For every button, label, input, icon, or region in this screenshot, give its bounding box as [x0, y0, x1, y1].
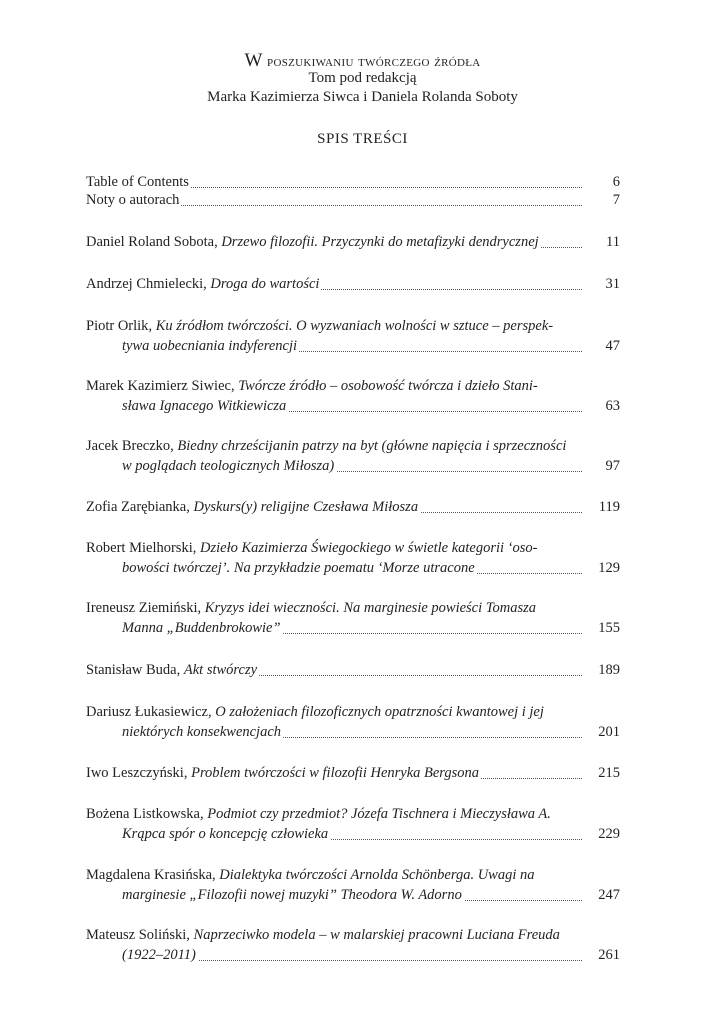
- toc-entry-title-line1: Podmiot czy przedmiot? Józefa Tischnera i Mieczysława A.: [207, 806, 551, 822]
- toc-entry-author: Daniel Roland Sobota: [86, 234, 215, 250]
- toc-entry-title-line1: Naprzeciwko modela – w malarskiej pracowni Luciana Freuda: [193, 927, 560, 943]
- toc-entry-author: Iwo Leszczyński: [86, 765, 184, 781]
- toc-entry: Dariusz Łukasiewicz, O założeniach filozoficznych opatrzności kwantowej i jej niektórych konsekwencjach 201: [86, 704, 620, 740]
- toc-entry-title-line2: Krąpca spór o koncepcję człowieka: [122, 826, 329, 842]
- toc-entry-title-line1: O założeniach filozoficznych opatrzności kwantowej i jej: [215, 704, 544, 720]
- toc-entry-page: 11: [602, 232, 620, 252]
- toc-entry: Mateusz Soliński, Naprzeciwko modela – w malarskiej pracowni Luciana Freuda (1922–2011) 261: [86, 927, 620, 963]
- toc-entry-title-line2: tywa uobecniania indyferencji: [122, 338, 298, 354]
- toc-entry-author: Andrzej Chmielecki: [86, 276, 204, 292]
- toc-entry-title-line2: niektórych konsekwencjach: [122, 724, 282, 740]
- book-title: [0, 50, 725, 72]
- toc-entry-author: Stanisław Buda: [86, 662, 177, 678]
- book-editors: Marka Kazimierza Siwca i Daniela Rolanda Soboty: [207, 89, 518, 105]
- toc-entry: Zofia Zarębianka, Dyskurs(y) religijne Czesława Miłosza 119: [86, 499, 620, 515]
- toc-entry-page: 215: [594, 763, 620, 783]
- toc-entry-author: Piotr Orlik: [86, 318, 149, 334]
- toc-entry-title: Droga do wartości: [210, 276, 320, 292]
- toc-entry-author: Marek Kazimierz Siwiec: [86, 378, 231, 394]
- toc-entry-page: 201: [594, 722, 620, 742]
- toc-entry-page: 6: [609, 172, 620, 192]
- book-subtitle: Tom pod redakcją: [308, 70, 417, 86]
- toc-entry-title-line1: Dzieło Kazimierza Świegockiego w świetle kategorii ‘oso-: [199, 540, 538, 556]
- toc-entry-page: 189: [594, 660, 620, 680]
- toc-entry: Andrzej Chmielecki, Droga do wartości 31: [86, 276, 620, 292]
- toc-entry-title: Problem twórczości w filozofii Henryka Bergsona: [191, 765, 480, 781]
- toc-entry-title-line2: sława Ignacego Witkiewicza: [122, 398, 287, 414]
- toc-entry-page: 229: [594, 824, 620, 844]
- toc-entry: Piotr Orlik, Ku źródłom twórczości. O wyzwaniach wolności w sztuce – perspek- tywa uobecniania indyferencji 47: [86, 318, 620, 354]
- toc-entry-author: Ireneusz Ziemiński: [86, 600, 198, 616]
- toc-entry-page: 261: [594, 945, 620, 965]
- contents-heading: SPIS TREŚCI: [317, 131, 408, 147]
- toc-entry-title-line1: Ku źródłom twórczości. O wyzwaniach wolności w sztuce – perspek-: [155, 318, 554, 334]
- toc-entry-title-line1: Biedny chrześcijanin patrzy na byt (główne napięcia i sprzeczności: [177, 438, 567, 454]
- toc-entry-title-line2: w poglądach teologicznych Miłosza): [122, 458, 335, 474]
- toc-entry: Bożena Listkowska, Podmiot czy przedmiot? Józefa Tischnera i Mieczysława A. Krąpca spór o koncepcję człowieka 229: [86, 806, 620, 842]
- toc-entry-title-line2: (1922–2011): [122, 947, 196, 963]
- toc-entry: Iwo Leszczyński, Problem twórczości w filozofii Henryka Bergsona 215: [86, 765, 620, 781]
- toc-entry-page: 47: [602, 336, 621, 356]
- toc-entry-author: Jacek Breczko: [86, 438, 171, 454]
- toc-entry-page: 31: [602, 274, 621, 294]
- toc-entry: Ireneusz Ziemiński, Kryzys idei wieczności. Na marginesie powieści Tomasza Manna „Buddenbrokowie” 155: [86, 600, 620, 636]
- toc-entry: Marek Kazimierz Siwiec, Twórcze źródło – osobowość twórcza i dzieło Stani- sława Ignacego Witkiewicza 63: [86, 378, 620, 414]
- toc-entry-title-line1: Kryzys idei wieczności. Na marginesie powieści Tomasza: [204, 600, 537, 616]
- book-title-initial: W: [244, 50, 263, 71]
- toc-entry-title-line1: Dialektyka twórczości Arnolda Schönberga. Uwagi na: [219, 867, 535, 883]
- toc-entry-author: Dariusz Łukasiewicz: [86, 704, 208, 720]
- toc-entry: Jacek Breczko, Biedny chrześcijanin patrzy na byt (główne napięcia i sprzeczności w poglądach teologicznych Miłosza) 97: [86, 438, 620, 474]
- toc-entry-title: Dyskurs(y) religijne Czesława Miłosza: [193, 499, 419, 515]
- toc-entry-title: Akt stwórczy: [183, 662, 258, 678]
- toc-entry: [86, 172, 620, 192]
- toc-entry-author: Zofia Zarębianka: [86, 499, 187, 515]
- toc-entry-title-line2: bowości twórczej’. Na przykładzie poematu ‘Morze utracone: [122, 560, 475, 576]
- toc-entry-page: 119: [595, 497, 620, 517]
- toc-entry-page: 155: [594, 618, 620, 638]
- toc-entry-author: Bożena Listkowska: [86, 806, 200, 822]
- toc-entry: Magdalena Krasińska, Dialektyka twórczości Arnolda Schönberga. Uwagi na marginesie „Filozofii nowej muzyki” Theodora W. Adorno 247: [86, 867, 620, 903]
- toc-entry-title-line1: Twórcze źródło – osobowość twórcza i dzieło Stani-: [238, 378, 538, 394]
- toc-entry-author: Robert Mielhorski: [86, 540, 193, 556]
- toc-entry-page: 63: [602, 396, 621, 416]
- toc-entry-page: 7: [609, 190, 620, 210]
- toc-entry-title: Table of Contents: [86, 174, 189, 190]
- toc-entry: Stanisław Buda, Akt stwórczy 189: [86, 662, 620, 678]
- toc-entry-author: Magdalena Krasińska: [86, 867, 213, 883]
- toc-entry-title-line2: Manna „Buddenbrokowie”: [122, 620, 281, 636]
- toc-entry-title: Noty o autorach: [86, 192, 180, 208]
- toc-entry-page: 247: [594, 885, 620, 905]
- toc-entry-page: 97: [602, 456, 621, 476]
- toc-entry-title: Drzewo filozofii. Przyczynki do metafizyki dendrycznej: [221, 234, 539, 250]
- toc-entry-page: 129: [594, 558, 620, 578]
- toc-entry-author: Mateusz Soliński: [86, 927, 187, 943]
- toc-entry-title-line2: marginesie „Filozofii nowej muzyki” Theodora W. Adorno: [122, 887, 462, 903]
- book-title-rest: poszukiwaniu twórczego źródła: [262, 53, 481, 70]
- toc-entry: [86, 190, 620, 210]
- toc-entry: Daniel Roland Sobota, Drzewo filozofii. Przyczynki do metafizyki dendrycznej 11: [86, 234, 620, 250]
- toc-entry: Robert Mielhorski, Dzieło Kazimierza Świegockiego w świetle kategorii ‘oso- bowości twórczej’. Na przykładzie poematu ‘Morze utracone 129: [86, 540, 620, 576]
